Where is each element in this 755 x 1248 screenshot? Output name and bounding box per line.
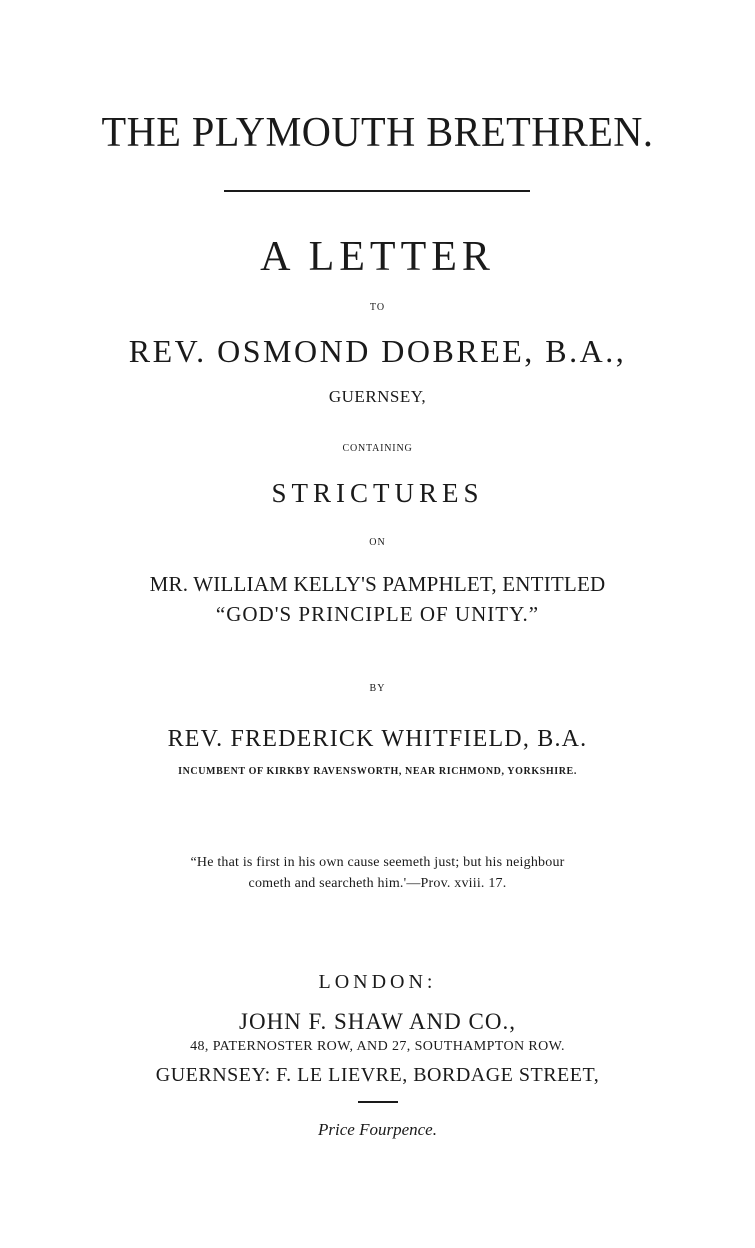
recipient-place: GUERNSEY,	[328, 387, 427, 406]
price-label: Price Fourpence.	[318, 1120, 437, 1139]
containing-label: CONTAINING	[342, 443, 413, 454]
guernsey-agent: GUERNSEY: F. LE LIEVRE, BORDAGE STREET,	[155, 1064, 600, 1086]
to-label: TO	[369, 302, 386, 313]
imprint-city: LONDON:	[318, 971, 437, 993]
subject-title: “GOD'S PRINCIPLE OF UNITY.”	[215, 602, 540, 626]
epigraph-line: “He that is first in his own cause seemeth just; but his neighbour	[190, 855, 565, 870]
recipient-name: REV. OSMOND DOBREE, B.A.,	[128, 333, 627, 369]
author-name: REV. FREDERICK WHITFIELD, B.A.	[167, 726, 588, 752]
epigraph-citation: cometh and searcheth him.'—Prov. xviii. 17.	[248, 876, 507, 891]
strictures-heading: STRICTURES	[271, 478, 484, 508]
publisher-address: 48, PATERNOSTER ROW, AND 27, SOUTHAMPTON ROW.	[190, 1039, 565, 1054]
by-label: BY	[369, 683, 386, 694]
author-position: INCUMBENT OF KIRKBY RAVENSWORTH, NEAR RICHMOND, YORKSHIRE.	[178, 766, 577, 777]
title-divider	[224, 190, 530, 192]
publisher-name: JOHN F. SHAW AND CO.,	[239, 1009, 516, 1034]
page-title: THE PLYMOUTH BRETHREN.	[101, 110, 654, 156]
price-divider	[358, 1101, 398, 1103]
on-label: ON	[369, 537, 386, 548]
subject-line: MR. WILLIAM KELLY'S PAMPHLET, ENTITLED	[149, 572, 606, 596]
document-heading: A LETTER	[260, 234, 495, 280]
